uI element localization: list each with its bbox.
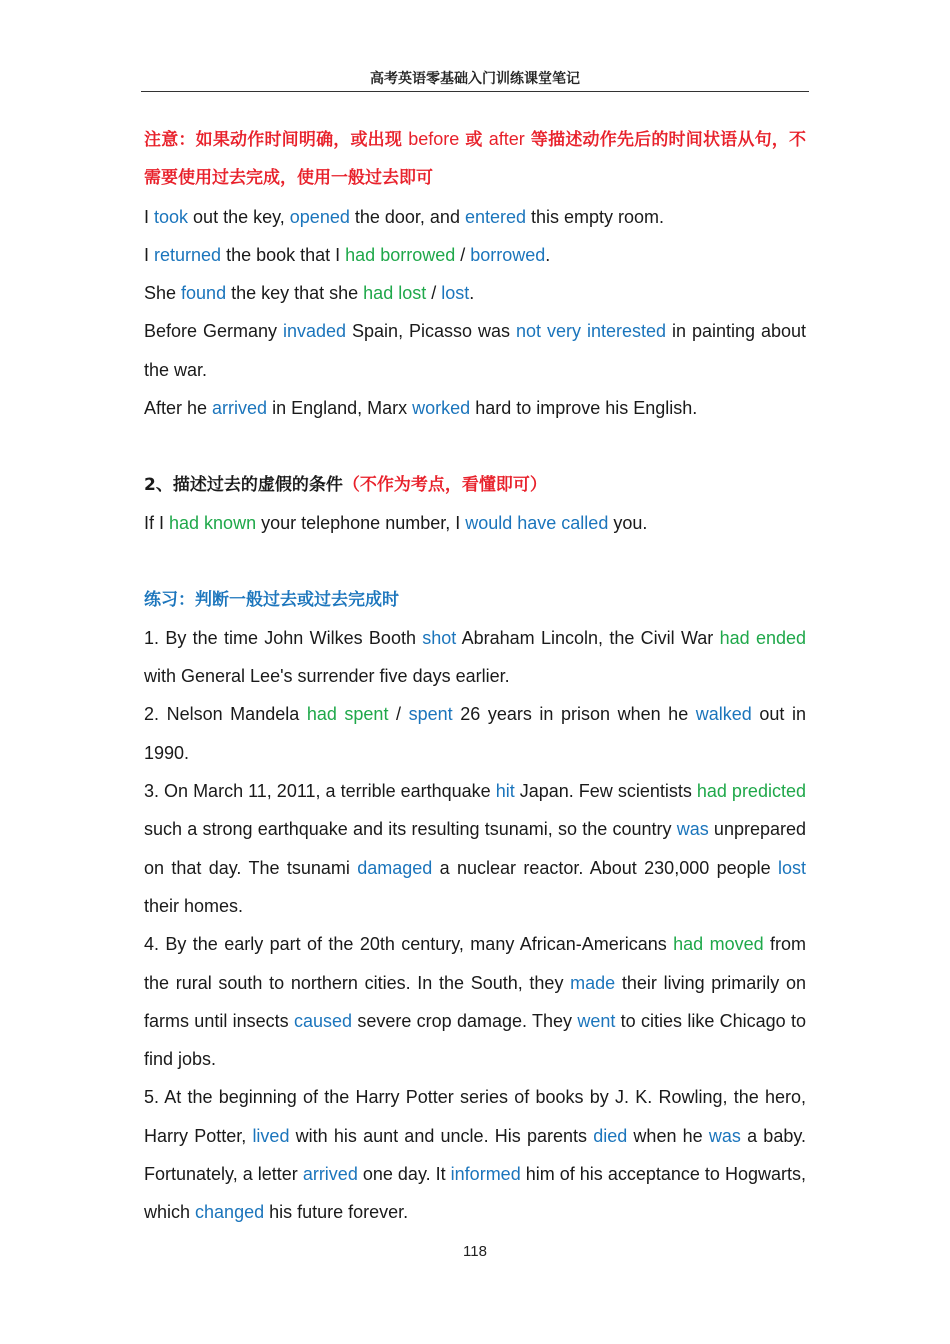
text: 26 years in prison when he [452,704,696,725]
verb-past: lost [777,857,806,878]
example-sentence-3 [144,274,806,312]
verb-past: walked [695,704,752,725]
page-number: 118 [463,1243,487,1260]
verb-past-perfect: had lost [363,283,427,304]
verb-past: informed [450,1164,521,1185]
text: If I [144,512,170,533]
verb-past: went [577,1010,616,1031]
section-2-heading [144,466,806,504]
verb-past-perfect: had borrowed [345,244,456,265]
practice-question-4 [144,925,806,1078]
text: his future forever. [264,1202,409,1223]
example-sentence-1 [144,198,806,236]
header-divider [141,91,809,92]
verb-past: changed [195,1202,265,1223]
text: I [144,244,155,265]
example-sentence-2 [144,236,806,274]
text: 4. By the early part of the 20th century, many African-Americans [144,934,674,955]
practice-question-5 [144,1078,806,1231]
separator: / [455,244,471,265]
conditional-example [144,504,806,542]
verb-past: not very interested [516,321,667,342]
verb-past: lived [252,1125,290,1146]
verb-past: arrived [302,1164,358,1185]
page-header-title: 高考英语零基础入门训练课堂笔记 [370,71,580,87]
text: your telephone number, I [256,512,466,533]
note-prefix: 注意：如果动作时间明确，或出现 [144,130,409,150]
verb-past: took [154,206,189,227]
example-sentence-4 [144,312,806,389]
verb-past: died [593,1125,628,1146]
verb-past: entered [464,206,527,227]
text: a nuclear reactor. About 230,000 people [432,857,778,878]
separator: / [426,283,442,304]
text: from the rural south to northern cities. In the South, they [144,934,806,993]
verb-past: spent [408,704,453,725]
verb-past-perfect: had predicted [696,781,806,802]
note-rest: 等描述动作先后的时间状语从句，不需要使用过去完成，使用一般过去即可 [144,130,807,189]
spacer [144,427,806,465]
text: She [144,283,182,304]
verb-past: worked [412,398,471,419]
note-paragraph [144,120,806,198]
verb-past: shot [422,627,457,648]
verb-past: borrowed [470,244,546,265]
note-or: 或 [459,130,489,150]
text: Before Germany [144,321,283,342]
text: to cities like Chicago to find jobs. [144,1010,806,1070]
practice-question-1 [144,619,806,696]
verb-past: found [181,283,227,304]
practice-heading: 练习：判断一般过去或过去完成时 [144,589,399,610]
text: out the key, [188,206,290,227]
text: one day. It [357,1164,451,1185]
text: this empty room. [526,206,665,227]
verb-past-perfect: had known [169,512,257,533]
verb-past-perfect: had moved [673,934,764,955]
text: 1. By the time John Wilkes Booth [144,627,423,648]
section-2-note: （不作为考点，看懂即可） [342,474,547,495]
text: Spain, Picasso was [346,321,516,342]
note-word-before: before [408,129,460,149]
verb-past: was [676,819,709,840]
text: 3. On March 11, 2011, a terrible earthquake [144,781,496,802]
text: out in 1990. [144,704,806,763]
text: . [469,283,475,304]
verb-past: damaged [357,857,433,878]
text: him of his acceptance to Hogwarts, which [144,1164,806,1223]
verb-conditional: would have called [465,512,609,533]
text: the key that she [226,283,364,304]
text: 5. At the beginning of the Harry Potter series of books by J. K. Rowling, the hero, Harry Potter, [144,1087,806,1146]
practice-question-2 [144,695,806,772]
example-sentence-5 [144,389,806,427]
text: unprepared on that day. The tsunami [144,819,807,878]
verb-past: returned [154,244,222,265]
text: when he [627,1125,709,1146]
verb-past-perfect: had spent [306,704,389,725]
text: severe crop damage. They [352,1010,578,1031]
separator: / [388,704,409,725]
verb-past-perfect: had ended [719,627,807,648]
text: After he [144,398,213,419]
verb-past: was [708,1125,741,1146]
text: you. [608,512,648,533]
verb-past: arrived [212,398,268,419]
verb-past: caused [293,1010,353,1031]
text: hard to improve his English. [470,398,698,419]
text: the book that I [221,244,346,265]
text: such a strong earthquake and its resulting tsunami, so the country [144,819,677,840]
text: their living primarily on farms until insects [144,972,806,1031]
text: a baby. Fortunately, a letter [144,1125,807,1185]
text: in painting about the war. [144,321,807,380]
verb-past: hit [495,781,515,802]
text: their homes. [144,895,244,916]
text: the door, and [349,206,465,227]
text: Abraham Lincoln, the Civil War [456,627,720,648]
verb-past: opened [289,206,350,227]
practice-question-3 [144,772,806,925]
text: 2. Nelson Mandela [144,704,307,725]
text: with his aunt and uncle. His parents [289,1125,594,1146]
text: in England, Marx [267,398,413,419]
note-word-after: after [488,129,525,149]
text: Japan. Few scientists [514,781,697,802]
spacer [144,542,806,580]
verb-past: invaded [283,321,347,342]
text: . [545,244,551,265]
text: I [144,206,155,227]
verb-past: lost [441,283,470,304]
page-content [144,120,806,1232]
verb-past: made [570,972,616,993]
section-2-title: 2、描述过去的虚假的条件 [144,474,343,495]
text: with General Lee's surrender five days earlier. [144,666,510,687]
